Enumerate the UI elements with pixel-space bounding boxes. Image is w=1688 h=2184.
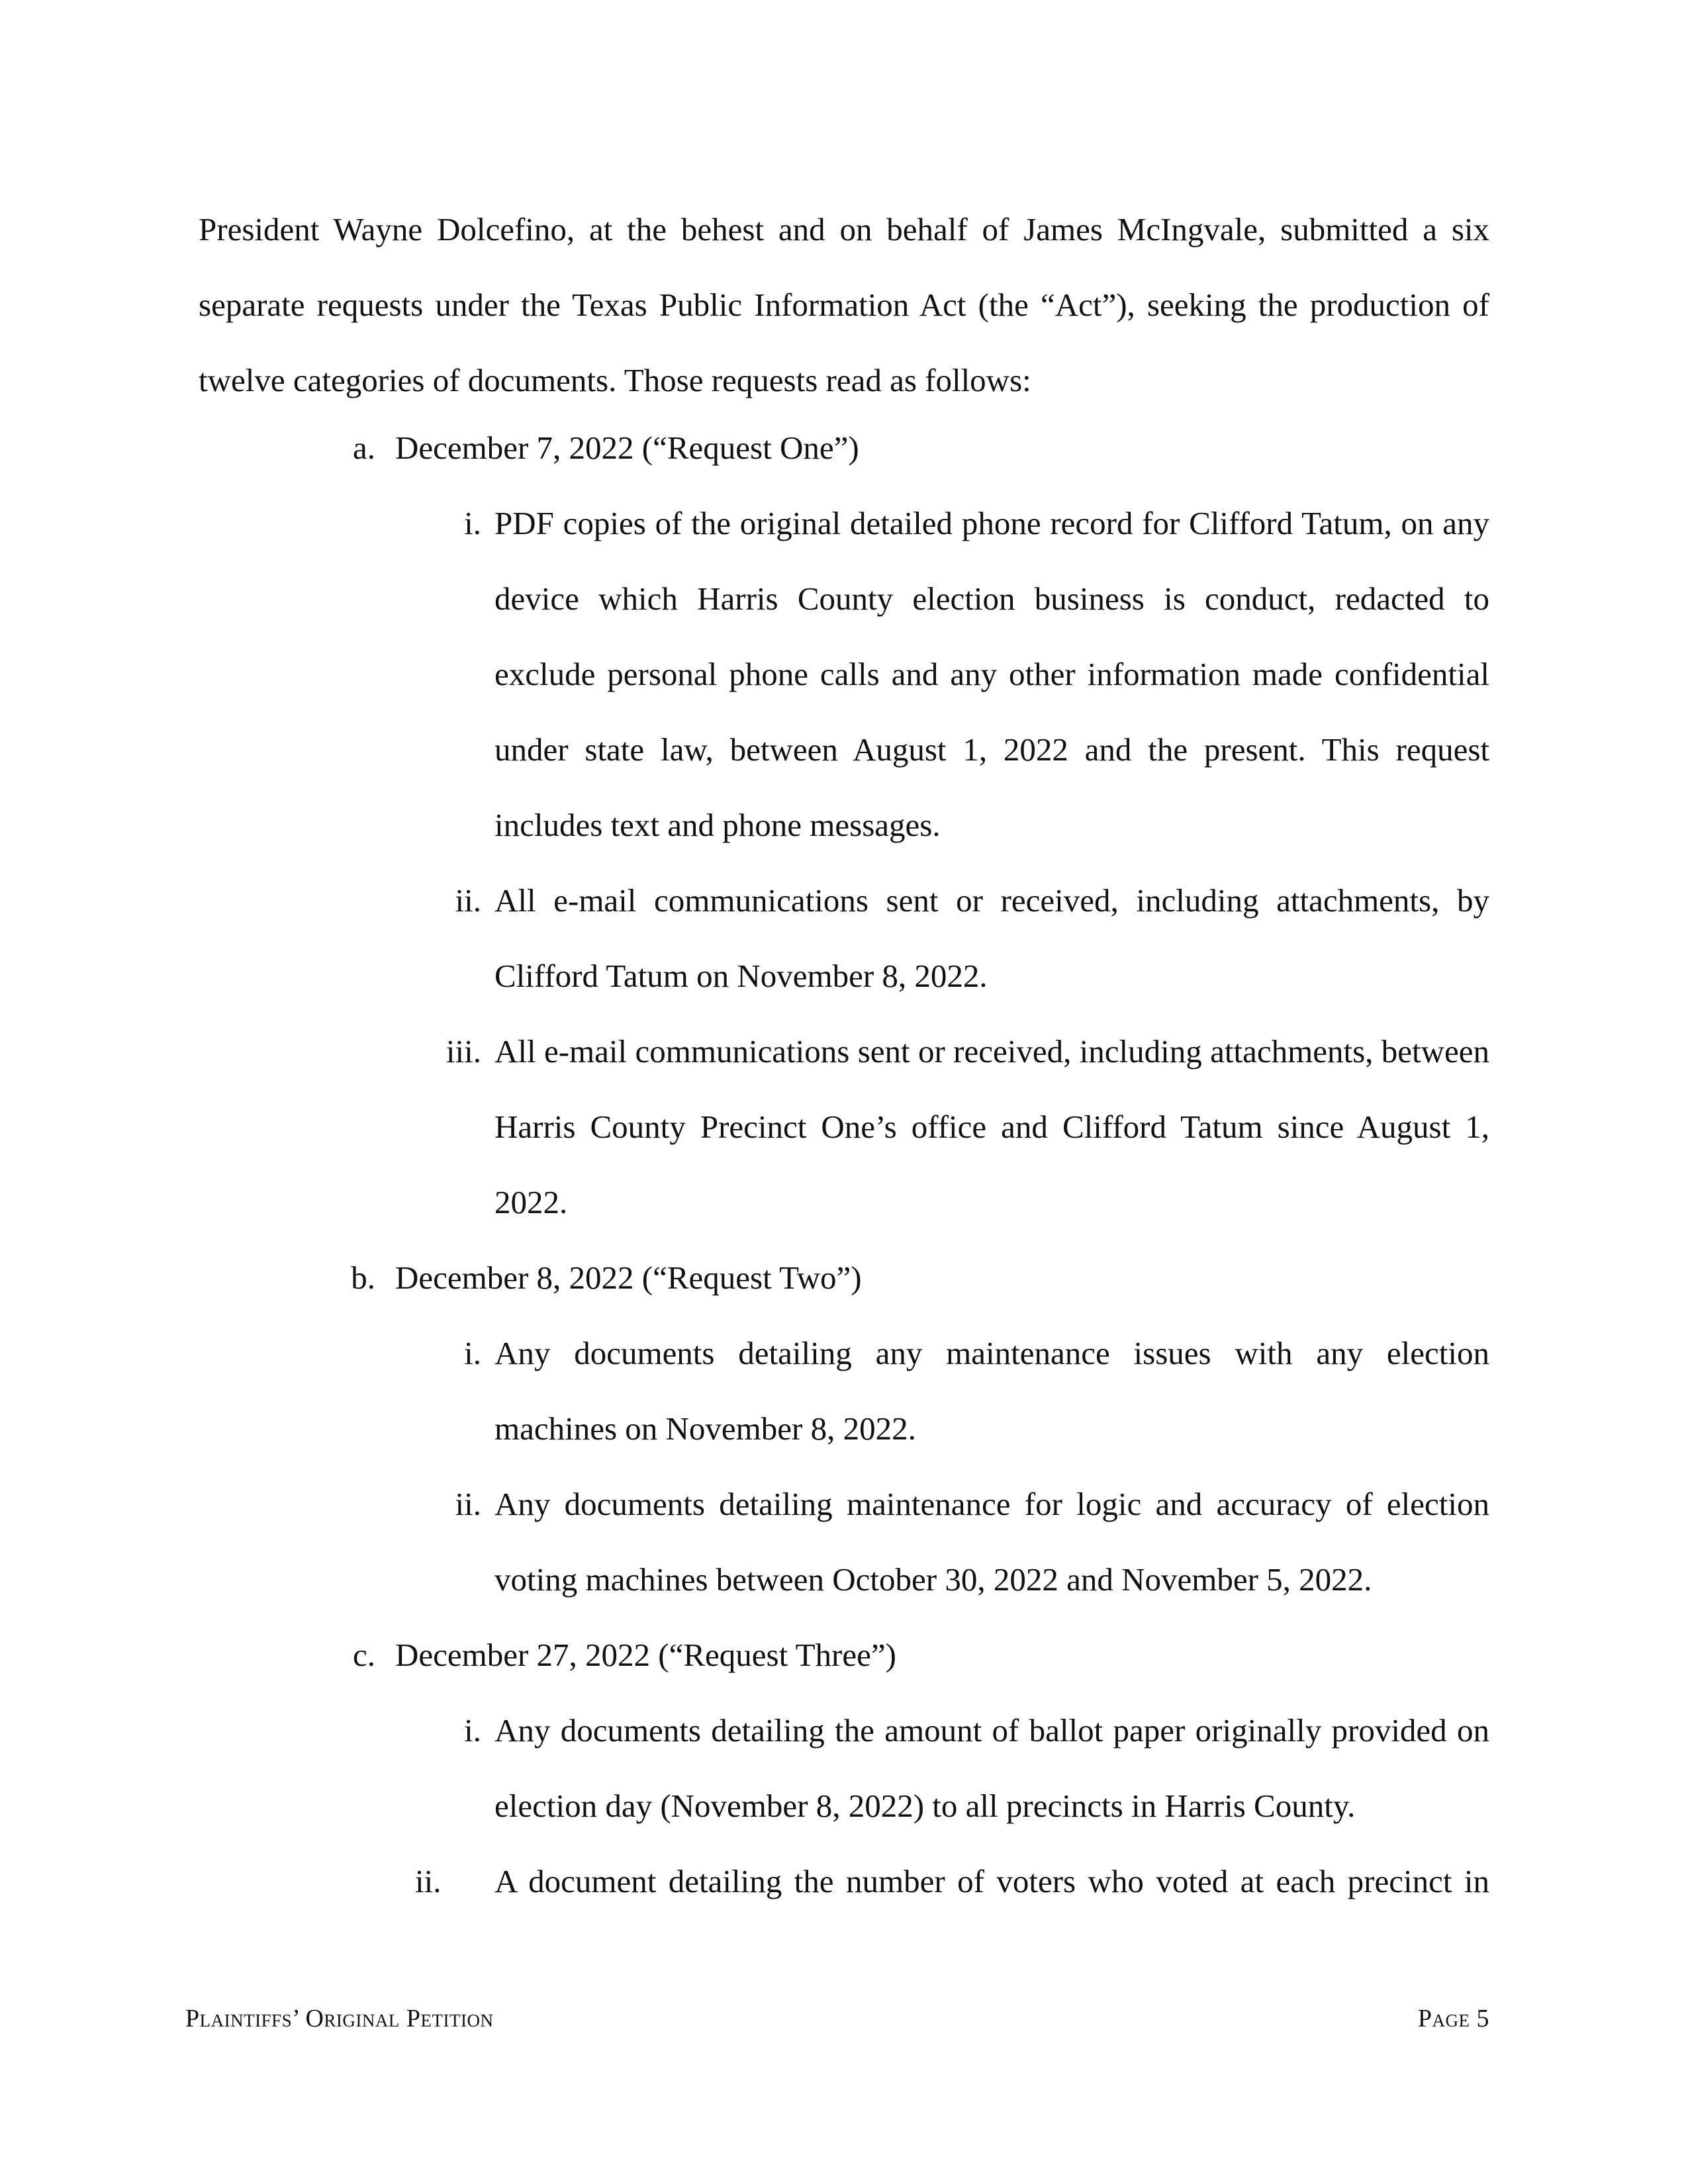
item-marker: i. — [464, 505, 481, 541]
item-text: Any documents detailing maintenance for logic and accuracy of election voting machines between October 30, 2022 and November 5, 2022. — [494, 1486, 1489, 1598]
section-a-title: December 7, 2022 (“Request One”) — [395, 430, 859, 466]
list-item — [464, 1316, 1489, 1467]
section-c-title: December 27, 2022 (“Request Three”) — [395, 1637, 896, 1673]
section-b-heading — [351, 1240, 1489, 1316]
item-marker: i. — [464, 1335, 481, 1371]
item-marker: ii. — [415, 1863, 442, 1899]
list-item — [464, 1693, 1489, 1844]
item-marker: ii. — [455, 1486, 481, 1522]
page-number: Page 5 — [1417, 2005, 1489, 2032]
item-text: Any documents detailing any maintenance issues with any election machines on November 8, 2022. — [494, 1335, 1489, 1447]
item-text: All e-mail communications sent or received, including attachments, between Harris County Precinct One’s office and Clifford Tatum since August 1, 2022. — [494, 1033, 1489, 1220]
item-marker: ii. — [455, 882, 481, 919]
item-marker: i. — [464, 1712, 481, 1749]
list-item — [415, 1844, 1489, 1919]
item-text: Any documents detailing the amount of ballot paper originally provided on election day (November 8, 2022) to all precincts in Harris County. — [494, 1712, 1489, 1824]
list-item — [445, 1014, 1489, 1240]
list-item — [455, 863, 1489, 1014]
item-text: All e-mail communications sent or received, including attachments, by Clifford Tatum on November 8, 2022. — [494, 882, 1489, 994]
item-marker: iii. — [445, 1033, 481, 1069]
footer-title: Plaintiffs’ Original Petition — [185, 2005, 494, 2032]
section-b-title: December 8, 2022 (“Request Two”) — [395, 1259, 862, 1296]
section-a-marker: a. — [353, 430, 375, 466]
section-b-marker: b. — [351, 1259, 375, 1296]
section-c-marker: c. — [353, 1637, 375, 1673]
list-item — [464, 486, 1489, 863]
section-a-heading — [353, 410, 1489, 486]
list-item — [455, 1467, 1489, 1617]
section-c-heading — [353, 1617, 1489, 1693]
item-text: A document detailing the number of voters who voted at each precinct in — [494, 1863, 1489, 1899]
item-text: PDF copies of the original detailed phone record for Clifford Tatum, on any device which Harris County election business is conduct, redacted to exclude personal phone calls and any other information made confidential under state law, between August 1, 2022 and the present. This request includes text and phone messages. — [494, 505, 1489, 843]
intro-paragraph: President Wayne Dolcefino, at the behest and on behalf of James McIngvale, submitted a six separate requests under the Texas Public Information Act (the “Act”), seeking the production of twelve categories of documents. Those requests read as follows: — [199, 211, 1489, 398]
